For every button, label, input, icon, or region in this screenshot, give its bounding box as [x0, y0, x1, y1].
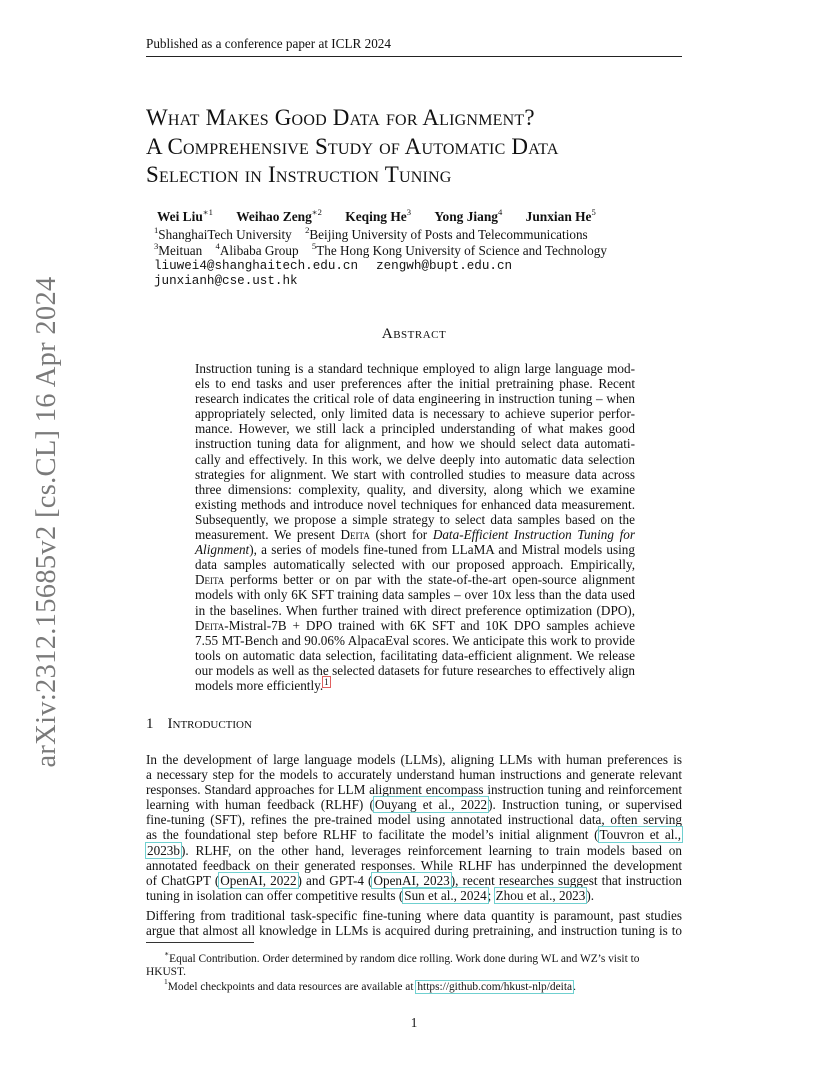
citation-sun[interactable]: Sun et al., 2024: [404, 887, 487, 903]
text-line: argue that almost all knowledge in LLMs is acquired during pretraining, and instruction tuning is to: [146, 923, 682, 939]
paper-title: [146, 104, 706, 190]
affiliation-line-1: [154, 226, 598, 243]
abstract-line: existing methods and introduce novel techniques for enhanced data measurement.: [195, 496, 635, 512]
affiliation-line-2: [154, 242, 617, 259]
affiliation: $^4$Alibaba Group: [215, 241, 299, 259]
abstract-line: three dimensions: complexity, quality, and diversity, along which we examine: [195, 481, 635, 497]
deita-name: Deita: [195, 617, 225, 633]
page-number: 1: [410, 1015, 418, 1030]
abstract-line: els to end tasks and user preferences after the initial pretraining phase. Recent: [195, 376, 635, 392]
section-heading: [146, 716, 252, 733]
author: Wei Liu$^{∗1}$: [157, 207, 213, 225]
email[interactable]: liuwei4@shanghaitech.edu.cn: [154, 259, 359, 273]
deita-name: Deita: [195, 572, 225, 588]
abstract-line: cally and effectively. In this work, we delve deeply into automatic data selection: [195, 451, 635, 467]
abstract-line: strategies for alignment. We start with controlled studies to measure data across: [195, 466, 635, 482]
abstract-heading: Abstract: [381, 325, 447, 342]
abstract-line: tools on automatic data selection, facilitating data-efficient alignment. We release: [195, 647, 635, 663]
abstract-line: research indicates the critical role of data engineering in instruction tuning – when: [195, 391, 635, 407]
section-number: 1: [146, 716, 154, 732]
abstract-body: [195, 361, 635, 695]
deita-name: Deita: [340, 527, 370, 543]
text-line: as the foundational step before RLHF to facilitate the model’s initial alignment (Touvron et al.,: [146, 827, 682, 843]
affiliation: $^3$Meituan: [154, 241, 203, 259]
email-line-1: [154, 259, 530, 273]
email[interactable]: junxianh@cse.ust.hk: [154, 274, 298, 288]
title-line-2: A Comprehensive Study of Automatic Data: [146, 133, 559, 159]
github-link[interactable]: https://github.com/hkust-nlp/deita: [417, 980, 573, 993]
section-title: Introduction: [167, 716, 252, 732]
abstract-line: Deita-Mistral-7B + DPO trained with 6K SFT and 10K DPO samples achieve: [195, 617, 635, 633]
citation-ouyang[interactable]: Ouyang et al., 2022: [374, 797, 488, 813]
text-line: fine-tuning (SFT), refines the pre-trained model using annotated instructional data, often serving: [146, 812, 682, 828]
abstract-line: models more efficiently.$^1$: [195, 676, 329, 693]
abstract-line: our models as well as the selected datasets for future researches to effectively align: [195, 662, 635, 678]
email-line-2: [154, 274, 316, 288]
abstract-line: Deita performs better or on par with the state-of-the-art open-source alignment: [195, 572, 635, 588]
abstract-line: instruction tuning data for alignment, and how we should select data automati-: [195, 436, 635, 452]
intro-paragraph-1: [146, 752, 682, 903]
abstract-line: mance. However, we still lack a principled understanding of what makes good: [195, 421, 635, 437]
footnote-1: ∗Equal Contribution. Order determined by random dice rolling. Work done during WL and WZ’s visit to HKUST.: [146, 949, 640, 979]
author: Weihao Zeng$^{∗2}$: [236, 207, 322, 225]
affiliation: $^5$The Hong Kong University of Science and Technology: [311, 241, 607, 259]
running-header: Published as a conference paper at ICLR 2024: [146, 36, 682, 57]
abstract-line: 7.55 MT-Bench and 90.06% AlpacaEval scores. We anticipate this work to provide: [195, 632, 635, 648]
citation-touvron-year[interactable]: 2023b: [147, 842, 180, 858]
citation-openai-2023[interactable]: OpenAI, 2023: [373, 872, 450, 888]
author: Yong Jiang$^4$: [434, 207, 503, 225]
intro-paragraph-2: [146, 908, 682, 938]
citation-touvron[interactable]: Touvron et al.,: [599, 827, 682, 843]
author: Keqing He$^3$: [345, 207, 411, 225]
author: Junxian He$^5$: [525, 207, 596, 225]
text-line: Differing from traditional task-specific fine-tuning where data quantity is paramount, past studies: [146, 908, 682, 923]
abstract-line: measurement. We present Deita (short for Data-Efficient Instruction Tuning for: [195, 527, 635, 543]
text-line: of ChatGPT (OpenAI, 2022) and GPT-4 (OpenAI, 2023), recent researches suggest that instruction: [146, 872, 682, 888]
arxiv-stamp[interactable]: arXiv:2312.15685v2 [cs.CL] 16 Apr 2024: [31, 276, 62, 768]
affiliation: $^1$ShanghaiTech University: [154, 225, 292, 243]
affiliation: $^2$Beijing University of Posts and Telecommunications: [305, 225, 588, 243]
text-line: learning with human feedback (RLHF) (Ouyang et al., 2022). Instruction tuning, or supervised: [146, 797, 683, 813]
abstract-line: Subsequently, we propose a simple strategy to select data samples based on the: [195, 511, 635, 527]
text-line: 2023b). RLHF, on the other hand, leverages reinforcement learning to train models based on: [147, 842, 682, 858]
abstract-line: Alignment), a series of models fine-tuned from LLaMA and Mistral models using: [195, 542, 635, 558]
abstract-line: in the baselines. When further trained with direct preference optimization (DPO),: [195, 602, 635, 618]
author-list: [157, 208, 616, 225]
title-line-1: What Makes Good Data for Alignment?: [146, 105, 535, 130]
text-line: annotated feedback on their generated responses. While RLHF has underpinned the development: [146, 857, 682, 873]
footnote-mark: ∗: [164, 949, 170, 958]
footnote-divider: [146, 942, 254, 943]
email[interactable]: zengwh@bupt.edu.cn: [376, 259, 513, 273]
footnote-2: $^1$Model checkpoints and data resources are available at https://github.com/hkust-nlp/deita.: [164, 977, 576, 993]
citation-zhou[interactable]: Zhou et al., 2023: [495, 887, 586, 903]
text-line: responses. Standard approaches for LLM alignment encompass instruction tuning and reinforcement: [146, 782, 682, 798]
footnote-ref-1[interactable]: 1: [324, 676, 329, 687]
title-line-3: Selection in Instruction Tuning: [146, 162, 452, 187]
text-line: tuning in isolation can offer competitive results (Sun et al., 2024; Zhou et al., 2023).: [146, 887, 595, 903]
abstract-line: appropriately selected, only limited data is necessary to achieve superior perfor-: [195, 406, 635, 422]
abstract-line: Instruction tuning is a standard technique employed to align large language mod-: [195, 361, 635, 376]
abstract-line: models with only 6K SFT training data samples – over 10x less than the data used: [195, 587, 635, 603]
text-line: a necessary step for the models to accurately understand human instructions and generate relevant: [146, 767, 682, 783]
text-line: In the development of large language models (LLMs), aligning LLMs with human preferences is: [146, 752, 682, 767]
footnote-mark: 1: [164, 977, 168, 986]
abstract-line: data samples automatically selected with our proposed approach. Empirically,: [195, 557, 635, 573]
citation-openai-2022[interactable]: OpenAI, 2022: [220, 872, 297, 888]
